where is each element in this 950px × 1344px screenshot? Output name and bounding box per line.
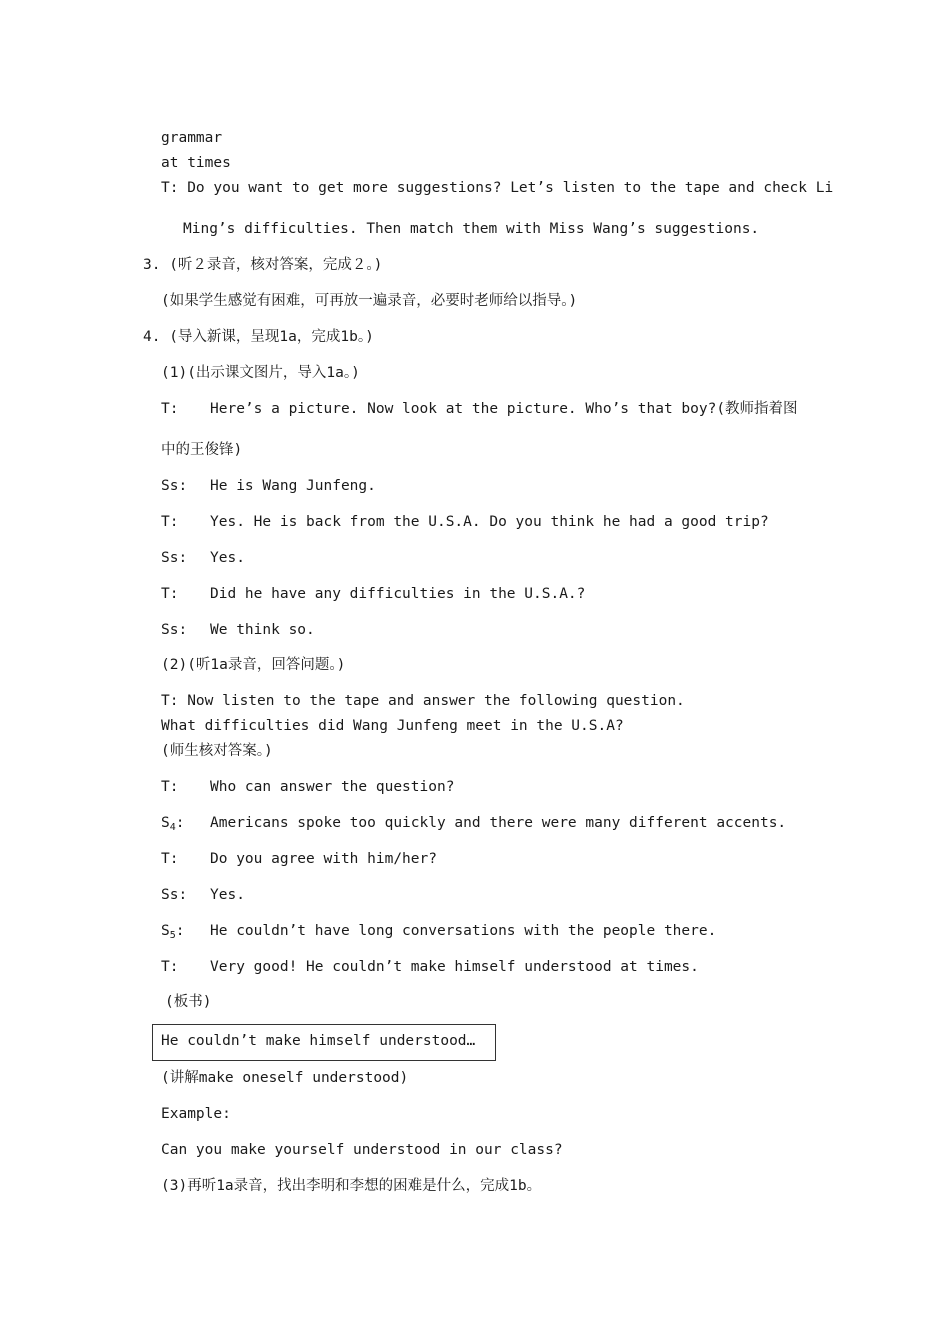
dialogue-line: Americans spoke too quickly and there were many different accents. [210, 815, 787, 831]
speaker-label: T: [161, 851, 179, 867]
speaker-label: Ss: [161, 550, 188, 566]
dialogue-line: Did he have any difficulties in the U.S.A.? [210, 586, 586, 602]
sub-step-heading: (3)再听1a录音，找出李明和李想的困难是什么，完成1b。 [161, 1178, 542, 1194]
speaker-label: Ss: [161, 478, 188, 494]
speaker-label: T: [161, 779, 179, 795]
speaker-label: T: [161, 401, 179, 417]
dialogue-line: Yes. [210, 550, 245, 566]
dialogue-line: Do you agree with him/her? [210, 851, 437, 867]
blackboard-text: He couldn’t make himself understood… [161, 1033, 476, 1049]
text-line: at times [161, 155, 231, 171]
text-line: Example: [161, 1106, 231, 1122]
blackboard-label: (板书) [165, 994, 212, 1010]
text-line: (讲解make oneself understood) [161, 1070, 409, 1086]
speaker-label: T: [161, 514, 179, 530]
text-line: What difficulties did Wang Junfeng meet in the U.S.A? [161, 718, 624, 734]
step-heading: 4. (导入新课，呈现1a，完成1b。) [143, 329, 374, 345]
sub-step-heading: (1)(出示课文图片，导入1a。) [161, 365, 360, 381]
speaker-label: $S_5$: [161, 923, 185, 941]
text-line: (如果学生感觉有困难，可再放一遍录音，必要时老师给以指导。) [161, 293, 578, 309]
dialogue-line: He couldn’t have long conversations with the people there. [210, 923, 717, 939]
speaker-label: T: [161, 959, 179, 975]
text-line: Can you make yourself understood in our class? [161, 1142, 563, 1158]
sub-step-heading: (2)(听1a录音，回答问题。) [161, 657, 346, 673]
speaker-label: $S_4$: [161, 815, 185, 833]
text-line: (师生核对答案。) [161, 743, 273, 759]
text-line: Ming’s difficulties. Then match them with Miss Wang’s suggestions. [183, 221, 760, 237]
text-line: grammar [161, 130, 223, 146]
text-line: 中的王俊锋) [161, 442, 243, 458]
dialogue-line: Yes. He is back from the U.S.A. Do you think he had a good trip? [210, 514, 769, 530]
dialogue-line: Who can answer the question? [210, 779, 455, 795]
speaker-label: Ss: [161, 887, 188, 903]
text-line: T: Do you want to get more suggestions? Let’s listen to the tape and check Li [161, 180, 834, 196]
dialogue-line: Very good! He couldn’t make himself understood at times. [210, 959, 699, 975]
text-line: T: Now listen to the tape and answer the following question. [161, 693, 685, 709]
speaker-label: Ss: [161, 622, 188, 638]
step-heading: 3. (听２录音，核对答案，完成２。) [143, 257, 383, 273]
dialogue-line: We think so. [210, 622, 315, 638]
blackboard-box [152, 1024, 496, 1061]
dialogue-line: He is Wang Junfeng. [210, 478, 376, 494]
dialogue-line: Yes. [210, 887, 245, 903]
speaker-label: T: [161, 586, 179, 602]
dialogue-line: Here’s a picture. Now look at the picture. Who’s that boy?(教师指着图 [210, 401, 798, 417]
